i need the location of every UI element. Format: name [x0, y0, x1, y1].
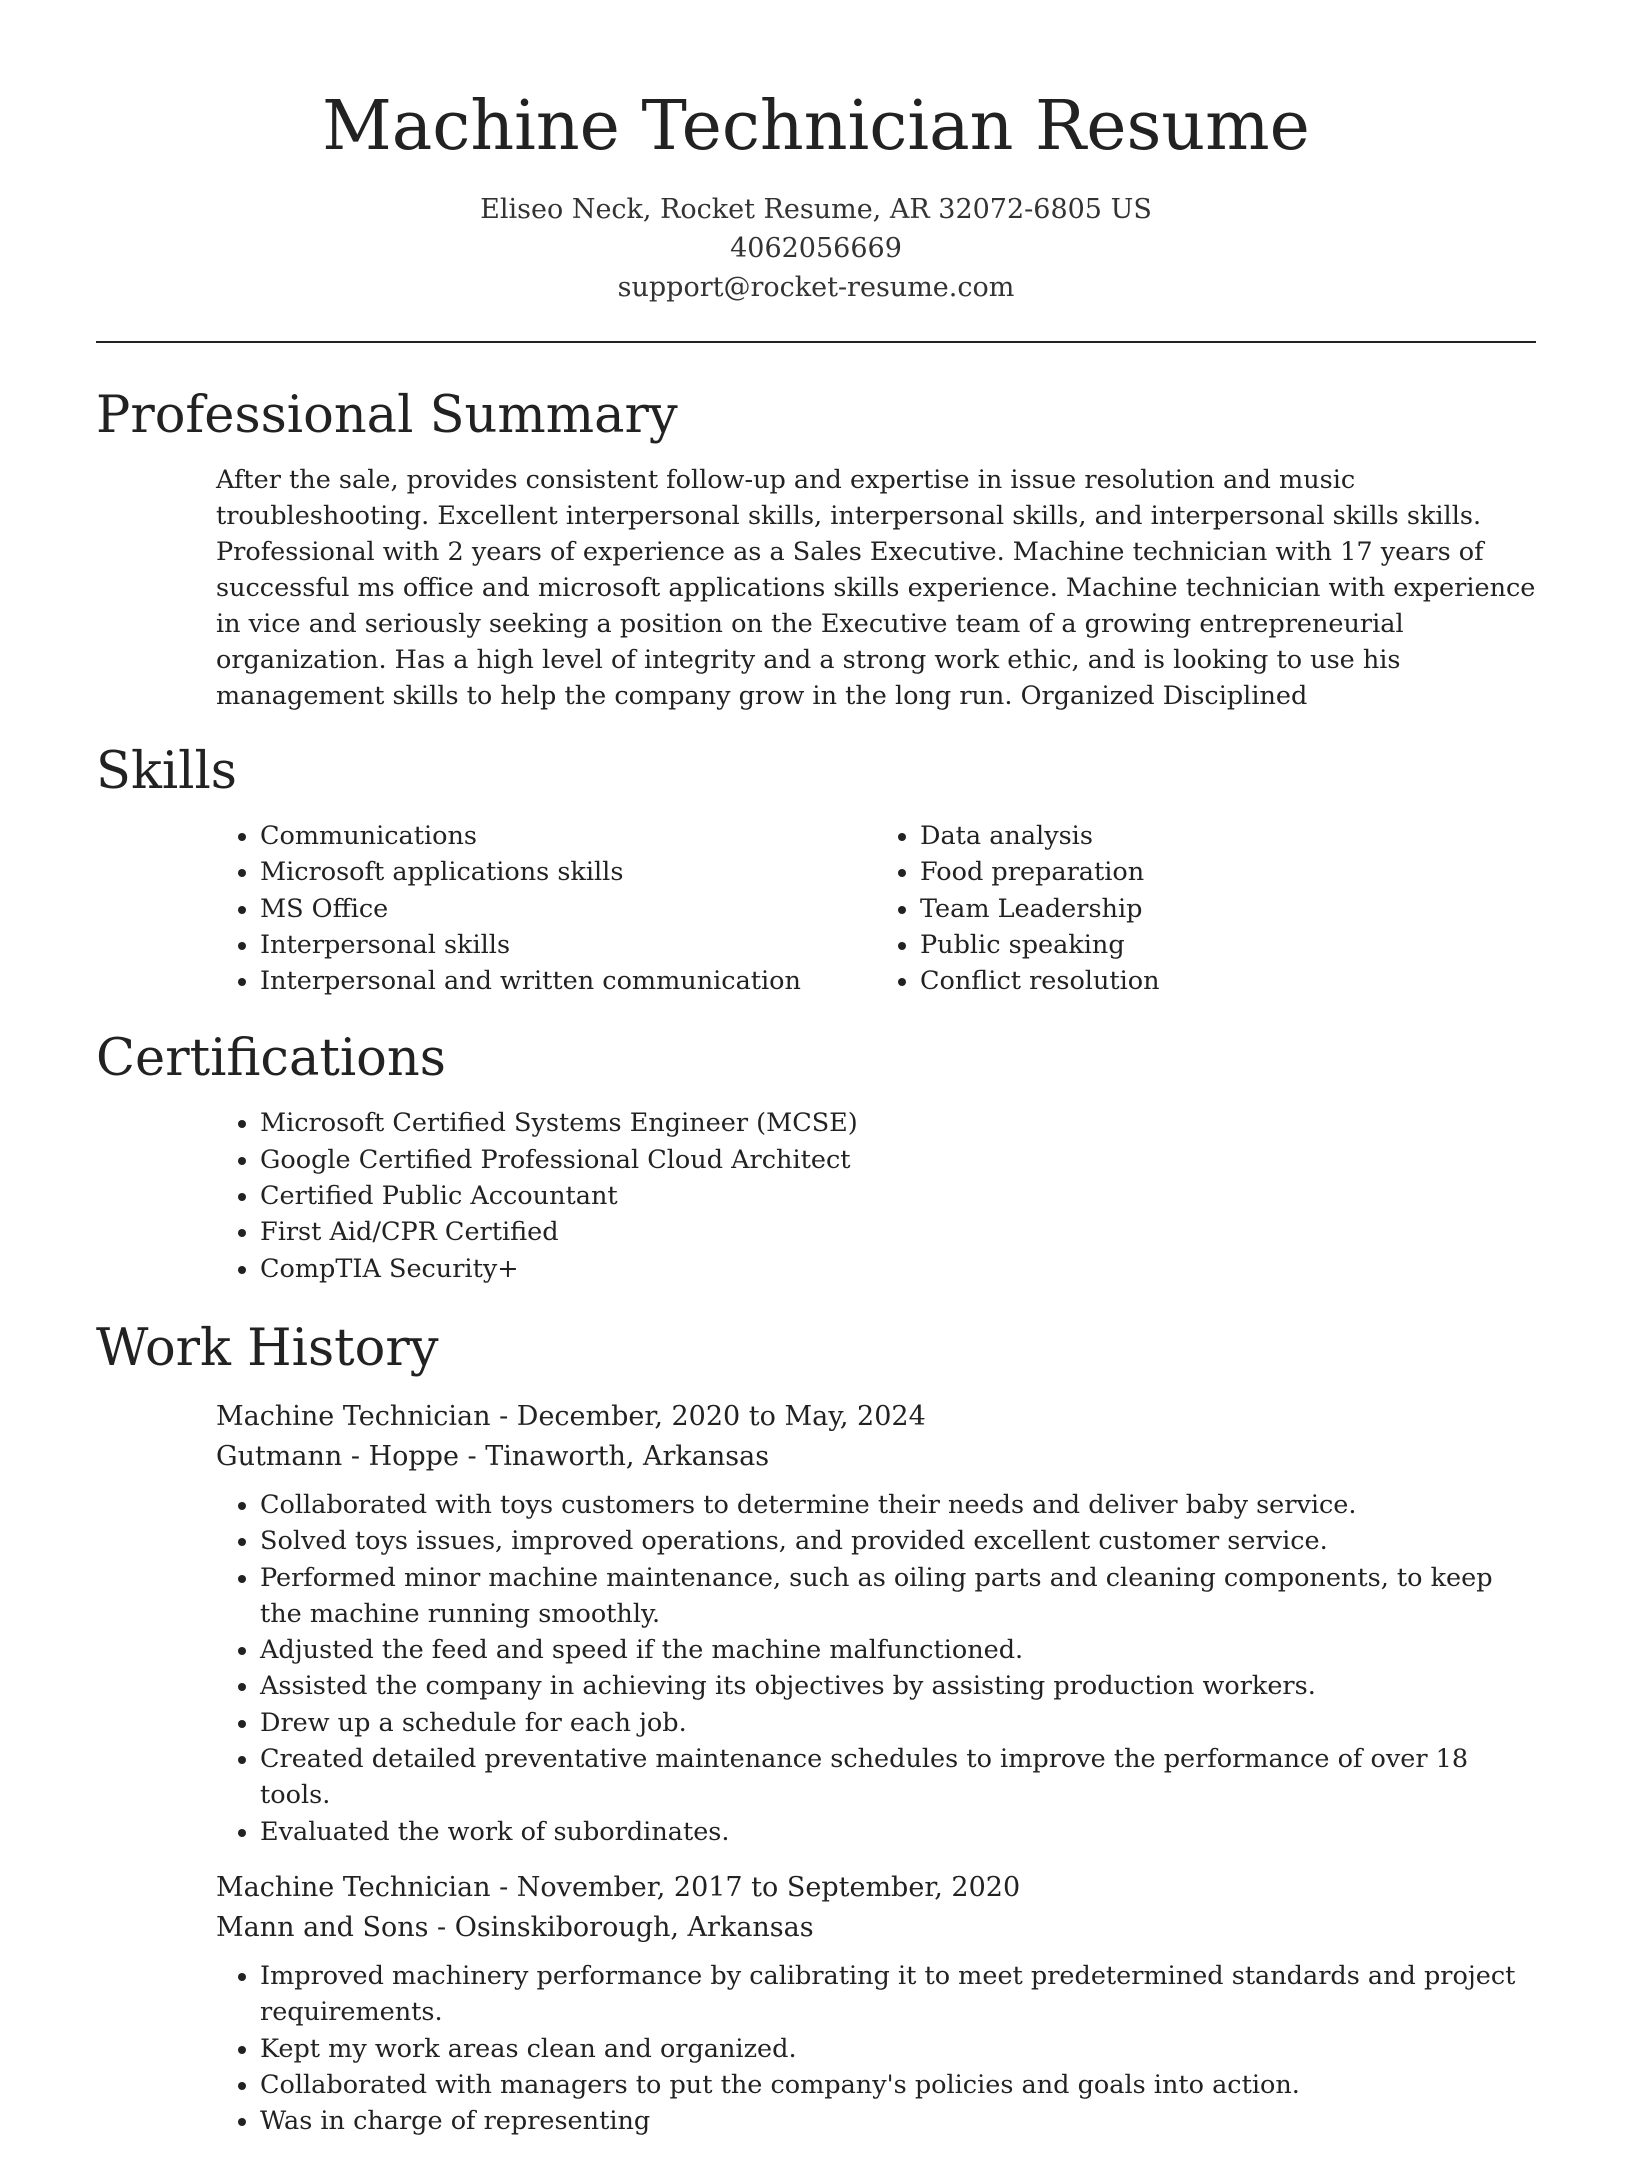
skills-column-1 — [216, 818, 876, 999]
skills-column-2 — [876, 818, 1536, 999]
professional-summary-heading: Professional Summary — [96, 386, 678, 445]
skill-item: • Microsoft applications skills — [260, 854, 876, 890]
job-location: - Osinskiborough, Arkansas — [428, 1911, 814, 1943]
job-bullet: • Solved toys issues, improved operations, and provided excellent customer service. — [260, 1523, 1536, 1559]
skill-item: • Public speaking — [920, 927, 1536, 963]
certification-item: • CompTIA Security+ — [260, 1251, 1536, 1287]
job-bullet: • Collaborated with toys customers to determine their needs and deliver baby service. — [260, 1487, 1536, 1523]
job-company-line — [216, 1437, 1536, 1477]
job-bullet: • Adjusted the feed and speed if the machine malfunctioned. — [260, 1632, 1536, 1668]
certifications-list — [216, 1105, 1536, 1286]
certification-item: • Microsoft Certified Systems Engineer (MCSE) — [260, 1105, 1536, 1141]
skill-item: • Interpersonal and written communication — [260, 963, 876, 999]
work-history-heading: Work History — [96, 1318, 439, 1378]
job-bullet: • Created detailed preventative maintenance schedules to improve the performance of over 18 tools. — [260, 1741, 1536, 1814]
certification-item: • First Aid/CPR Certified — [260, 1214, 1536, 1250]
job-title-line — [216, 1397, 1536, 1437]
job-company: Gutmann - Hoppe — [216, 1440, 459, 1472]
skill-item: • Communications — [260, 818, 876, 854]
job-bullet: • Improved machinery performance by calibrating it to meet predetermined standards and project requirements. — [260, 1958, 1536, 2031]
resume-sections — [96, 378, 1536, 2157]
job-entry-2 — [216, 1868, 1536, 2139]
skill-item: • Conflict resolution — [920, 963, 1536, 999]
job-bullet: • Collaborated with managers to put the company's policies and goals into action. — [260, 2067, 1536, 2103]
job-location: - Tinaworth, Arkansas — [458, 1440, 770, 1472]
contact-address: Eliseo Neck, Rocket Resume, AR 32072-6805 US — [480, 194, 1152, 225]
certifications-section — [96, 1021, 1536, 1286]
skill-item: • Team Leadership — [920, 891, 1536, 927]
skills-columns — [216, 818, 1536, 999]
job-dates: - December, 2020 to May, 2024 — [490, 1400, 926, 1432]
certifications-heading: Certifications — [96, 1029, 446, 1089]
skill-item: • Interpersonal skills — [260, 927, 876, 963]
professional-summary-text: After the sale, provides consistent follow-up and expertise in issue resolution and music troubleshooting. Excellent interpersonal skills, interpersonal skills, and interpersonal skills skills. Professional with 2 years of experience as a Sales Executive. Machine technician with 17 years of successful ms office and microsoft applications skills experience. Machine technician with experience in vice and seriously seeking a position on the Executive team of a growing entrepreneurial organization. Has a high level of integrity and a strong work ethic, and is looking to use his management skills to help the company grow in the long run. Organized Disciplined — [216, 465, 1536, 711]
job-company: Mann and Sons — [216, 1911, 429, 1943]
job-bullets — [216, 1487, 1536, 1850]
certification-item: • Certified Public Accountant — [260, 1178, 1536, 1214]
job-company-line — [216, 1908, 1536, 1948]
contact-block — [0, 190, 1632, 307]
header-divider — [96, 341, 1536, 343]
resume-title: Machine Technician Resume — [322, 87, 1310, 166]
job-bullet: • Drew up a schedule for each job. — [260, 1705, 1536, 1741]
skill-item: • MS Office — [260, 891, 876, 927]
job-bullet: • Evaluated the work of subordinates. — [260, 1814, 1536, 1850]
job-role: Machine Technician — [216, 1400, 491, 1432]
skill-item: • Data analysis — [920, 818, 1536, 854]
contact-phone: 4062056669 — [730, 233, 902, 264]
skill-item: • Food preparation — [920, 854, 1536, 890]
professional-summary-section — [96, 378, 1536, 714]
work-history-section — [96, 1311, 1536, 2139]
skills-heading: Skills — [96, 742, 237, 801]
contact-email: support@rocket-resume.com — [617, 272, 1015, 303]
job-bullets — [216, 1958, 1536, 2139]
job-dates: - November, 2017 to September, 2020 — [490, 1871, 1021, 1903]
job-role: Machine Technician — [216, 1871, 491, 1903]
job-title-line — [216, 1868, 1536, 1908]
skills-section — [96, 734, 1536, 999]
job-bullet: • Performed minor machine maintenance, such as oiling parts and cleaning components, to keep the machine running smoothly. — [260, 1560, 1536, 1633]
certification-item: • Google Certified Professional Cloud Architect — [260, 1142, 1536, 1178]
job-entry-1 — [216, 1397, 1536, 1850]
job-bullet: • Was in charge of representing — [260, 2103, 1536, 2139]
job-bullet: • Assisted the company in achieving its objectives by assisting production workers. — [260, 1668, 1536, 1704]
job-bullet: • Kept my work areas clean and organized. — [260, 2031, 1536, 2067]
resume-header — [0, 0, 1632, 307]
